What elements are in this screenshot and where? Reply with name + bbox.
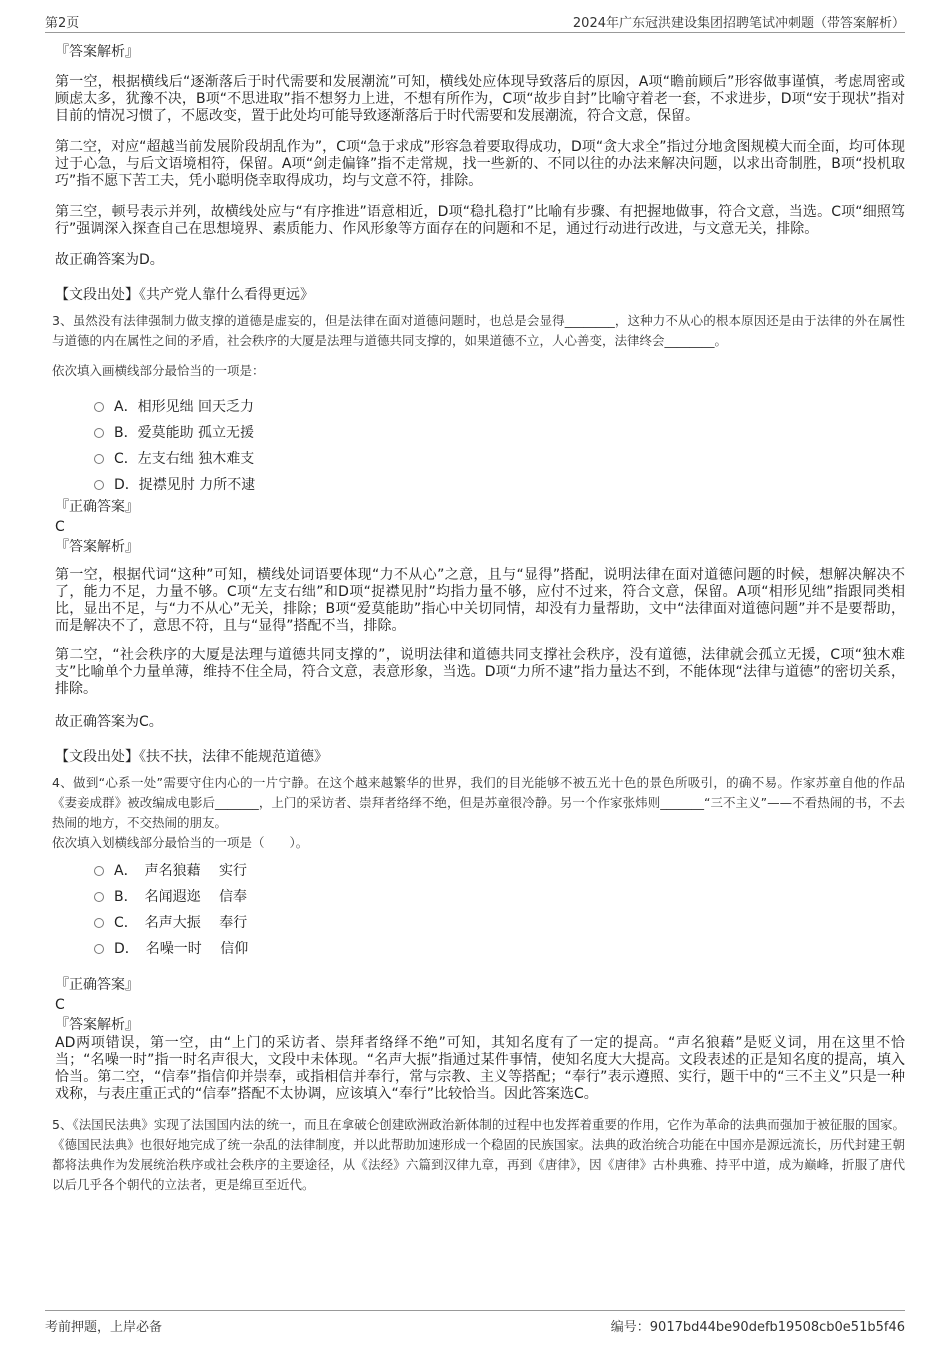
passage-source: 【文段出处】《共产党人靠什么看得更远》	[55, 287, 314, 303]
radio-icon[interactable]	[94, 454, 104, 464]
option-b[interactable]: B．爱莫能助 孤立无援	[52, 419, 905, 445]
option-c[interactable]: C． 名声大振 奉行	[52, 909, 905, 935]
analysis-paragraph: 第一空，根据代词“这种”可知，横线处词语要体现“力不从心”之意，且与“显得”搭配，说明法律在面对道德问题的时候，想解决解决不了，能力不足，力量不够。C项“左支右绌”和D项“捉襟见肘”均指力量不够，应付不过来，符合文意，保留。A项“相形见绌”指跟同类相比，显出不足，与“力不从心”无关，排除；B项“爱莫能助”指心中关切同情，却没有力量帮助，文中“法律面对道德问题”并不是要帮助，而是解决不了，意思不符，且与“显得”搭配不当，排除。	[55, 567, 905, 634]
option-c[interactable]: C．左支右绌 独木难支	[52, 445, 905, 471]
radio-icon[interactable]	[94, 402, 104, 412]
answer-conclusion: 故正确答案为D。	[55, 252, 164, 268]
correct-answer: C	[55, 519, 65, 535]
radio-icon[interactable]	[94, 480, 104, 490]
page-number: 第2页	[45, 16, 80, 31]
question-4	[52, 773, 905, 961]
page-footer	[45, 1310, 905, 1335]
question-3	[52, 311, 905, 497]
question-prompt: 依次填入划横线部分最恰当的一项是（ ）。	[52, 835, 309, 850]
option-d[interactable]: D．捉襟见肘 力所不逮	[52, 471, 905, 497]
document-body	[52, 42, 905, 1195]
passage-source: 【文段出处】《扶不扶，法律不能规范道德》	[55, 749, 328, 765]
document-code	[611, 1316, 905, 1335]
analysis-paragraph: 第二空，对应“超越当前发展阶段胡乱作为”，C项“急于求成”形容急着要取得成功，D项“贪大求全”指过分地贪图规模大而全面，均可体现过于心急，与后文语境相符，保留。A项“剑走偏锋”指不走常规，找一些新的、不同以往的办法来解决问题，以求出奇制胜，B项“投机取巧”指不愿下苦工夫，凭小聪明侥幸取得成功，均与文意不符，排除。	[55, 139, 905, 189]
question-stem: 4、做到“心系一处”需要守住内心的一片宁静。在这个越来越繁华的世界，我们的目光能够不被五光十色的景色所吸引，的确不易。作家苏童自他的作品《妻妾成群》被改编成电影后_______，上门的采访者、崇拜者络绎不绝，但是苏童很冷静。另一个作家张炜则_______“三不主义”——不看热闹的书，不去热闹的地方，不交热闹的朋友。	[52, 775, 905, 830]
page-header	[45, 10, 905, 33]
question-prompt: 依次填入画横线部分最恰当的一项是：	[52, 363, 265, 378]
answer-conclusion: 故正确答案为C。	[55, 714, 163, 730]
correct-answer: C	[55, 997, 65, 1013]
analysis-paragraph: 第三空，顿号表示并列，故横线处应与“有序推进”语意相近，D项“稳扎稳打”比喻有步骤、有把握地做事，符合文意，当选。C项“细照笃行”强调深入探查自己在思想境界、素质能力、作风形象等方面存在的问题和不足，通过行动进行改进，与文意无关，排除。	[55, 204, 905, 237]
correct-answer-label: 『正确答案』	[55, 499, 139, 515]
radio-icon[interactable]	[94, 944, 104, 954]
footer-slogan: 考前押题，上岸必备	[45, 1320, 163, 1335]
analysis-paragraph: AD两项错误，第一空，由“上门的采访者、崇拜者络绎不绝”可知，其知名度有了一定的提高。“声名狼藉”是贬义词，用在这里不恰当；“名噪一时”指一时名声很大，文段中未体现。“名声大振”指通过某件事情，使知名度大大提高。文段表述的正是知名度的提高，填入恰当。第二空，“信奉”指信仰并崇奉，或指相信并奉行，常与宗教、主义等搭配；“奉行”表示遵照、实行，题干中的“三不主义”只是一种戏称，与表庄重正式的“信奉”搭配不太协调，应该填入“奉行”比较恰当。因此答案选C。	[55, 1035, 905, 1102]
question-5-stem: 5、《法国民法典》实现了法国国内法的统一，而且在拿破仑创建欧洲政治新体制的过程中也发挥着重要的作用，它作为革命的法典而强加于被征服的国家。《德国民法典》也很好地完成了统一杂乱的法律制度，并以此帮助加速形成一个稳固的民族国家。法典的政治统合功能在中国亦是源远流长，历代封建王朝都将法典作为发展统治秩序或社会秩序的主要途径，从《法经》六篇到汉律九章，再到《唐律》，因《唐律》古朴典雅、持平中道，成为巅峰，折服了唐代以后几乎各个朝代的立法者，更是绵亘至近代。	[52, 1117, 905, 1192]
document-title: 2024年广东冠洪建设集团招聘笔试冲刺题（带答案解析）	[572, 16, 905, 31]
radio-icon[interactable]	[94, 866, 104, 876]
radio-icon[interactable]	[94, 918, 104, 928]
option-a[interactable]: A． 声名狼藉 实行	[52, 857, 905, 883]
radio-icon[interactable]	[94, 428, 104, 438]
analysis-label: 『答案解析』	[55, 1017, 139, 1033]
option-d[interactable]: D． 名噪一时 信仰	[52, 935, 905, 961]
analysis-label: 『答案解析』	[55, 44, 139, 60]
code-value: 9017bd44be90defb19508cb0e51b5f46	[649, 1320, 905, 1335]
question-stem: 3、虽然没有法律强制力做支撑的道德是虚妄的，但是法律在面对道德问题时，也总是会显得________，这种力不从心的根本原因还是由于法律的外在属性与道德的内在属性之间的矛盾，社会秩序的大厦是法理与道德共同支撑的，如果道德不立，人心善变，法律终会________。	[52, 313, 905, 348]
analysis-label: 『答案解析』	[55, 539, 139, 555]
analysis-paragraph: 第一空，根据横线后“逐渐落后于时代需要和发展潮流”可知，横线处应体现导致落后的原因，A项“瞻前顾后”形容做事谨慎，考虑周密或顾虑太多，犹豫不决，B项“不思进取”指不想努力上进，不想有所作为，C项“故步自封”比喻守着老一套，不求进步，D项“安于现状”指对目前的情况习惯了，不愿改变，置于此处均可能导致逐渐落后于时代需要和发展潮流，符合文意，保留。	[55, 74, 905, 124]
code-label: 编号：	[610, 1320, 650, 1335]
radio-icon[interactable]	[94, 892, 104, 902]
option-a[interactable]: A．相形见绌 回天乏力	[52, 393, 905, 419]
option-b[interactable]: B． 名闻遐迩 信奉	[52, 883, 905, 909]
correct-answer-label: 『正确答案』	[55, 977, 139, 993]
analysis-paragraph: 第二空，“社会秩序的大厦是法理与道德共同支撑的”，说明法律和道德共同支撑社会秩序，没有道德，法律就会孤立无援，C项“独木难支”比喻单个力量单薄，维持不住全局，符合文意，表意形象，当选。D项“力所不逮”指力量达不到，不能体现“法律与道德”的密切关系，排除。	[55, 647, 905, 697]
